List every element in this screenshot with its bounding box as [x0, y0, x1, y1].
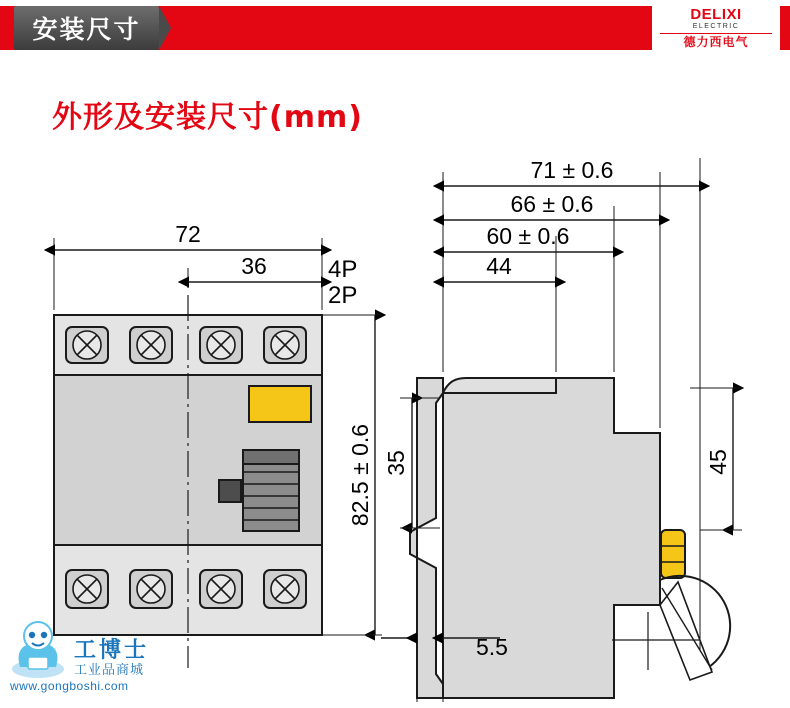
- page-title: 外形及安装尺寸(mm): [52, 100, 363, 135]
- watermark-line2: 工业品商城: [74, 663, 145, 678]
- dim-label-72: 72: [175, 221, 201, 247]
- header-tab-label: 安装尺寸: [32, 15, 141, 44]
- brand-sub: ELECTRIC: [692, 23, 740, 30]
- watermark-line3: www.gongboshi.com: [10, 679, 129, 693]
- brand-name-cn: 德力西电气: [683, 35, 749, 49]
- header-tab: [14, 6, 159, 50]
- brand-name: DELIXI: [690, 6, 742, 23]
- dim-label-36: 36: [241, 253, 267, 279]
- dim-label-60: 60 ± 0.6: [486, 223, 570, 249]
- page-header: [0, 0, 790, 55]
- dim-label-44: 44: [486, 253, 512, 279]
- dim-label-71: 71 ± 0.6: [530, 157, 614, 183]
- label-4p: 4P: [328, 256, 358, 283]
- dim-label-66: 66 ± 0.6: [510, 191, 594, 217]
- brand-divider: [660, 33, 772, 34]
- brand-logo: [652, 4, 780, 52]
- watermark: [8, 617, 198, 697]
- label-2p: 2P: [328, 282, 358, 309]
- dim-label-5-5: 5.5: [476, 634, 508, 660]
- dim-label-82-5: 82.5 ± 0.6: [347, 423, 373, 527]
- dim-label-45: 45: [705, 449, 731, 475]
- side-view: [381, 157, 742, 702]
- watermark-mascot-icon: [8, 617, 68, 679]
- watermark-line1: 工博士: [74, 638, 150, 663]
- dim-label-35: 35: [383, 450, 409, 476]
- front-view: [54, 221, 382, 668]
